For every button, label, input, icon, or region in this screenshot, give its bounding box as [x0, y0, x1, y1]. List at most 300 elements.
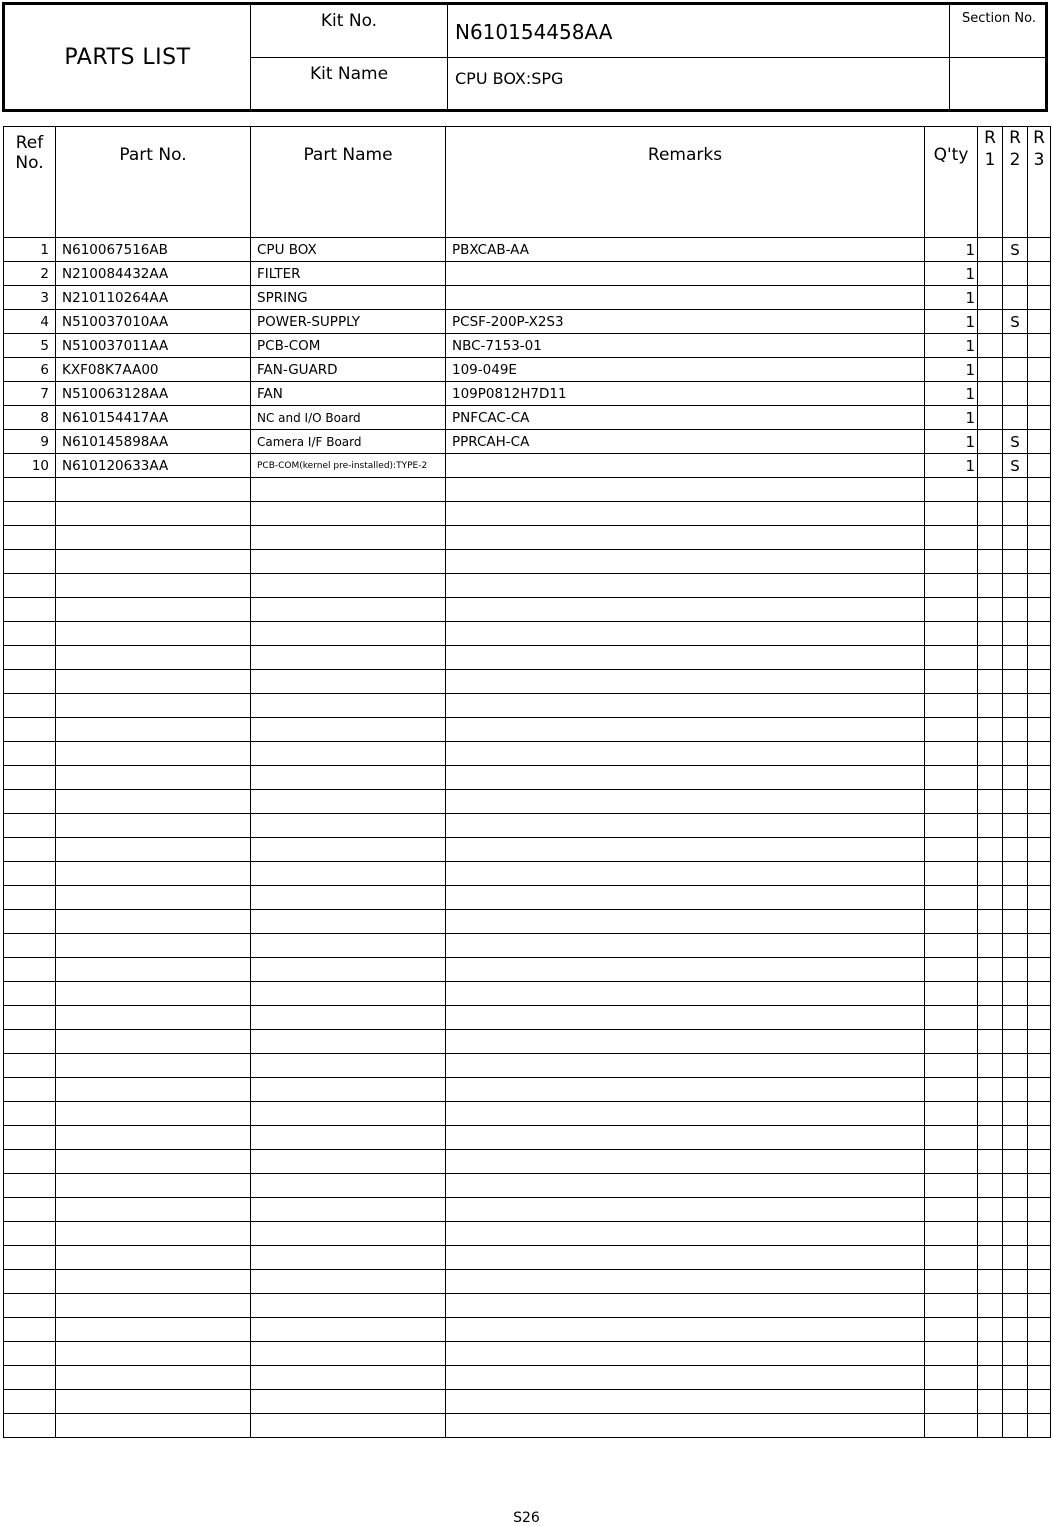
empty-cell: [1028, 1318, 1051, 1342]
cell-r3: [1028, 358, 1051, 382]
empty-cell: [925, 1270, 978, 1294]
parts-table-body: [4, 238, 1051, 1438]
empty-cell: [4, 1390, 56, 1414]
empty-cell: [1028, 526, 1051, 550]
empty-cell: [1028, 502, 1051, 526]
empty-cell: [56, 1174, 251, 1198]
empty-cell: [1028, 1030, 1051, 1054]
table-row: [4, 310, 1051, 334]
empty-cell: [1003, 1174, 1028, 1198]
empty-cell: [446, 1246, 925, 1270]
parts-table: [3, 126, 1051, 1438]
empty-cell: [56, 1414, 251, 1438]
empty-table-row: [4, 1414, 1051, 1438]
empty-cell: [56, 838, 251, 862]
cell-remarks: [446, 262, 925, 286]
kit-no-label: Kit No.: [320, 11, 378, 31]
kit-name-label: Kit Name: [309, 64, 389, 84]
empty-cell: [1003, 646, 1028, 670]
empty-cell: [446, 646, 925, 670]
empty-table-row: [4, 574, 1051, 598]
empty-table-row: [4, 1030, 1051, 1054]
empty-cell: [1028, 1054, 1051, 1078]
empty-cell: [251, 1294, 446, 1318]
col-header-remarks: Remarks: [446, 127, 925, 238]
empty-cell: [1003, 838, 1028, 862]
empty-cell: [1003, 718, 1028, 742]
empty-cell: [56, 1294, 251, 1318]
cell-r3: [1028, 238, 1051, 262]
cell-part-no: N610145898AA: [56, 430, 251, 454]
empty-cell: [4, 958, 56, 982]
empty-cell: [1003, 574, 1028, 598]
cell-remarks: [446, 286, 925, 310]
empty-cell: [1003, 1078, 1028, 1102]
cell-ref: 1: [4, 238, 56, 262]
cell-ref: 9: [4, 430, 56, 454]
col-header-r3-text: R 3: [1033, 128, 1045, 170]
empty-cell: [1028, 934, 1051, 958]
empty-cell: [56, 766, 251, 790]
empty-cell: [1003, 1150, 1028, 1174]
empty-cell: [251, 1390, 446, 1414]
empty-cell: [1003, 934, 1028, 958]
empty-cell: [1028, 1222, 1051, 1246]
empty-cell: [251, 910, 446, 934]
table-header-row: [4, 127, 1051, 238]
empty-cell: [1003, 670, 1028, 694]
empty-cell: [4, 862, 56, 886]
empty-cell: [1003, 886, 1028, 910]
empty-cell: [978, 1294, 1003, 1318]
empty-cell: [4, 838, 56, 862]
empty-cell: [4, 1246, 56, 1270]
empty-cell: [4, 622, 56, 646]
empty-cell: [978, 958, 1003, 982]
empty-cell: [446, 790, 925, 814]
empty-cell: [1028, 838, 1051, 862]
empty-cell: [4, 478, 56, 502]
empty-cell: [925, 526, 978, 550]
empty-cell: [978, 598, 1003, 622]
empty-cell: [251, 694, 446, 718]
empty-cell: [1003, 1030, 1028, 1054]
empty-cell: [446, 1318, 925, 1342]
empty-cell: [251, 1222, 446, 1246]
empty-cell: [1003, 502, 1028, 526]
table-row: [4, 406, 1051, 430]
table-row: [4, 262, 1051, 286]
empty-cell: [978, 478, 1003, 502]
empty-cell: [56, 670, 251, 694]
empty-cell: [4, 1318, 56, 1342]
empty-cell: [978, 982, 1003, 1006]
col-header-part-no: Part No.: [56, 127, 251, 238]
cell-r2: [1003, 382, 1028, 406]
empty-cell: [978, 838, 1003, 862]
empty-cell: [1003, 598, 1028, 622]
empty-cell: [446, 742, 925, 766]
empty-cell: [251, 502, 446, 526]
cell-ref: 8: [4, 406, 56, 430]
empty-cell: [56, 550, 251, 574]
empty-cell: [978, 1150, 1003, 1174]
empty-cell: [978, 646, 1003, 670]
cell-qty: 1: [925, 262, 978, 286]
empty-cell: [446, 502, 925, 526]
empty-cell: [251, 1342, 446, 1366]
empty-cell: [925, 478, 978, 502]
empty-cell: [4, 574, 56, 598]
empty-table-row: [4, 526, 1051, 550]
empty-cell: [925, 742, 978, 766]
cell-part-no: N610067516AB: [56, 238, 251, 262]
empty-cell: [56, 1198, 251, 1222]
cell-r3: [1028, 454, 1051, 478]
empty-cell: [56, 502, 251, 526]
empty-cell: [446, 670, 925, 694]
cell-remarks: 109-049E: [446, 358, 925, 382]
empty-table-row: [4, 766, 1051, 790]
empty-cell: [446, 958, 925, 982]
table-row: [4, 430, 1051, 454]
empty-cell: [446, 934, 925, 958]
empty-cell: [446, 1126, 925, 1150]
empty-cell: [925, 1246, 978, 1270]
empty-cell: [251, 742, 446, 766]
empty-cell: [925, 1414, 978, 1438]
empty-cell: [251, 1006, 446, 1030]
cell-r1: [978, 310, 1003, 334]
empty-cell: [1003, 478, 1028, 502]
empty-cell: [1003, 1414, 1028, 1438]
empty-cell: [56, 1318, 251, 1342]
cell-r3: [1028, 310, 1051, 334]
empty-cell: [446, 1222, 925, 1246]
col-header-r3: [1028, 127, 1051, 238]
empty-cell: [1003, 622, 1028, 646]
empty-cell: [4, 1078, 56, 1102]
empty-table-row: [4, 1294, 1051, 1318]
empty-cell: [925, 1030, 978, 1054]
cell-r1: [978, 334, 1003, 358]
empty-cell: [1003, 1198, 1028, 1222]
empty-cell: [4, 982, 56, 1006]
empty-cell: [978, 670, 1003, 694]
empty-cell: [1028, 574, 1051, 598]
col-header-part-name: Part Name: [251, 127, 446, 238]
cell-r2: [1003, 334, 1028, 358]
empty-table-row: [4, 910, 1051, 934]
empty-cell: [978, 1222, 1003, 1246]
empty-table-row: [4, 742, 1051, 766]
cell-part-name: SPRING: [251, 286, 446, 310]
empty-cell: [1028, 1390, 1051, 1414]
cell-part-name: Camera I/F Board: [251, 430, 446, 454]
cell-r2: S: [1003, 310, 1028, 334]
empty-cell: [1028, 718, 1051, 742]
empty-cell: [925, 1294, 978, 1318]
empty-cell: [1028, 886, 1051, 910]
empty-table-row: [4, 478, 1051, 502]
empty-cell: [1003, 1102, 1028, 1126]
empty-cell: [1028, 910, 1051, 934]
cell-r3: [1028, 286, 1051, 310]
empty-cell: [251, 1318, 446, 1342]
empty-cell: [925, 574, 978, 598]
empty-cell: [978, 934, 1003, 958]
empty-cell: [56, 934, 251, 958]
empty-cell: [4, 1150, 56, 1174]
empty-cell: [56, 742, 251, 766]
empty-cell: [1028, 1006, 1051, 1030]
empty-cell: [56, 1054, 251, 1078]
empty-cell: [4, 550, 56, 574]
empty-cell: [1028, 622, 1051, 646]
empty-table-row: [4, 694, 1051, 718]
empty-cell: [978, 1078, 1003, 1102]
cell-ref: 4: [4, 310, 56, 334]
cell-r1: [978, 406, 1003, 430]
empty-cell: [446, 1174, 925, 1198]
cell-qty: 1: [925, 454, 978, 478]
empty-cell: [978, 622, 1003, 646]
empty-cell: [925, 934, 978, 958]
empty-cell: [1003, 790, 1028, 814]
cell-remarks: PCSF-200P-X2S3: [446, 310, 925, 334]
empty-cell: [925, 1006, 978, 1030]
empty-table-row: [4, 718, 1051, 742]
empty-cell: [56, 1222, 251, 1246]
cell-part-no: N510063128AA: [56, 382, 251, 406]
empty-cell: [56, 862, 251, 886]
empty-cell: [446, 622, 925, 646]
table-row: [4, 286, 1051, 310]
cell-remarks: PNFCAC-CA: [446, 406, 925, 430]
empty-cell: [4, 1030, 56, 1054]
empty-cell: [446, 1390, 925, 1414]
empty-cell: [925, 1054, 978, 1078]
empty-cell: [978, 886, 1003, 910]
empty-cell: [56, 1390, 251, 1414]
cell-r3: [1028, 406, 1051, 430]
empty-table-row: [4, 1078, 1051, 1102]
cell-qty: 1: [925, 358, 978, 382]
empty-cell: [446, 1102, 925, 1126]
empty-table-row: [4, 1390, 1051, 1414]
empty-cell: [978, 694, 1003, 718]
empty-table-row: [4, 622, 1051, 646]
empty-cell: [446, 1342, 925, 1366]
empty-cell: [925, 1102, 978, 1126]
cell-qty: 1: [925, 334, 978, 358]
empty-cell: [1003, 694, 1028, 718]
empty-table-row: [4, 1150, 1051, 1174]
cell-r2: [1003, 286, 1028, 310]
parts-list-header: [2, 2, 1048, 112]
empty-cell: [1028, 1126, 1051, 1150]
cell-part-name: FAN: [251, 382, 446, 406]
empty-cell: [251, 1150, 446, 1174]
empty-cell: [978, 1270, 1003, 1294]
empty-cell: [978, 1126, 1003, 1150]
empty-cell: [251, 814, 446, 838]
cell-remarks: [446, 454, 925, 478]
empty-table-row: [4, 982, 1051, 1006]
empty-cell: [925, 1390, 978, 1414]
empty-cell: [4, 814, 56, 838]
table-row: [4, 382, 1051, 406]
empty-cell: [251, 598, 446, 622]
empty-cell: [446, 1414, 925, 1438]
empty-cell: [1028, 1294, 1051, 1318]
empty-cell: [446, 1078, 925, 1102]
empty-cell: [925, 886, 978, 910]
empty-cell: [251, 1126, 446, 1150]
empty-cell: [251, 1054, 446, 1078]
empty-cell: [1028, 1078, 1051, 1102]
empty-cell: [251, 958, 446, 982]
empty-cell: [1028, 958, 1051, 982]
empty-cell: [1028, 598, 1051, 622]
empty-cell: [925, 982, 978, 1006]
empty-cell: [251, 766, 446, 790]
document-title: PARTS LIST: [64, 44, 191, 70]
cell-qty: 1: [925, 238, 978, 262]
empty-cell: [446, 526, 925, 550]
empty-cell: [251, 478, 446, 502]
empty-cell: [1003, 1390, 1028, 1414]
empty-cell: [251, 1030, 446, 1054]
empty-table-row: [4, 1270, 1051, 1294]
empty-cell: [978, 1054, 1003, 1078]
empty-cell: [978, 526, 1003, 550]
empty-cell: [56, 1126, 251, 1150]
cell-r2: S: [1003, 430, 1028, 454]
empty-cell: [446, 1054, 925, 1078]
cell-remarks: NBC-7153-01: [446, 334, 925, 358]
empty-cell: [251, 838, 446, 862]
empty-cell: [1028, 1102, 1051, 1126]
cell-ref: 7: [4, 382, 56, 406]
empty-cell: [251, 1174, 446, 1198]
cell-part-name: POWER-SUPPLY: [251, 310, 446, 334]
empty-cell: [56, 1006, 251, 1030]
cell-part-name: PCB-COM: [251, 334, 446, 358]
empty-cell: [251, 574, 446, 598]
empty-cell: [251, 526, 446, 550]
empty-cell: [1003, 1054, 1028, 1078]
section-no-label: Section No.: [961, 11, 1036, 26]
empty-cell: [56, 886, 251, 910]
empty-cell: [4, 1270, 56, 1294]
empty-cell: [1028, 1414, 1051, 1438]
empty-cell: [251, 1414, 446, 1438]
cell-r3: [1028, 430, 1051, 454]
table-row: [4, 358, 1051, 382]
empty-cell: [446, 910, 925, 934]
cell-part-no: KXF08K7AA00: [56, 358, 251, 382]
empty-cell: [925, 1342, 978, 1366]
empty-cell: [56, 1342, 251, 1366]
cell-ref: 5: [4, 334, 56, 358]
empty-table-row: [4, 1102, 1051, 1126]
empty-cell: [1003, 814, 1028, 838]
empty-cell: [1028, 982, 1051, 1006]
cell-r1: [978, 286, 1003, 310]
col-header-r2: [1003, 127, 1028, 238]
cell-part-no: N210084432AA: [56, 262, 251, 286]
empty-cell: [56, 646, 251, 670]
empty-cell: [56, 1078, 251, 1102]
empty-cell: [4, 934, 56, 958]
empty-cell: [56, 1150, 251, 1174]
page-number: S26: [513, 1510, 540, 1526]
empty-cell: [446, 1366, 925, 1390]
cell-r2: [1003, 406, 1028, 430]
empty-cell: [978, 574, 1003, 598]
empty-cell: [251, 1270, 446, 1294]
empty-cell: [446, 694, 925, 718]
empty-cell: [446, 838, 925, 862]
empty-cell: [446, 718, 925, 742]
cell-qty: 1: [925, 430, 978, 454]
empty-cell: [978, 1390, 1003, 1414]
cell-remarks: 109P0812H7D11: [446, 382, 925, 406]
empty-cell: [925, 622, 978, 646]
empty-cell: [56, 790, 251, 814]
empty-cell: [251, 982, 446, 1006]
empty-cell: [1028, 550, 1051, 574]
cell-qty: 1: [925, 406, 978, 430]
empty-cell: [251, 646, 446, 670]
empty-cell: [1003, 1246, 1028, 1270]
empty-cell: [4, 1102, 56, 1126]
empty-cell: [1028, 742, 1051, 766]
empty-cell: [1003, 526, 1028, 550]
empty-cell: [4, 1294, 56, 1318]
empty-cell: [925, 1222, 978, 1246]
empty-cell: [1028, 814, 1051, 838]
empty-cell: [56, 1270, 251, 1294]
empty-cell: [1003, 1126, 1028, 1150]
cell-part-no: N510037011AA: [56, 334, 251, 358]
empty-cell: [925, 1078, 978, 1102]
col-header-ref-text: Ref No.: [15, 133, 44, 173]
cell-r3: [1028, 334, 1051, 358]
empty-cell: [4, 718, 56, 742]
empty-cell: [4, 1006, 56, 1030]
empty-cell: [4, 694, 56, 718]
empty-cell: [1003, 1366, 1028, 1390]
empty-cell: [1003, 550, 1028, 574]
empty-cell: [446, 1150, 925, 1174]
empty-table-row: [4, 1054, 1051, 1078]
empty-table-row: [4, 598, 1051, 622]
cell-part-name: PCB-COM(kernel pre-installed):TYPE-2: [251, 454, 446, 478]
empty-cell: [4, 670, 56, 694]
empty-cell: [1003, 742, 1028, 766]
cell-r3: [1028, 262, 1051, 286]
empty-cell: [1028, 1366, 1051, 1390]
cell-qty: 1: [925, 310, 978, 334]
empty-cell: [1003, 1294, 1028, 1318]
table-row: [4, 238, 1051, 262]
empty-cell: [978, 1414, 1003, 1438]
empty-cell: [1028, 1246, 1051, 1270]
empty-cell: [4, 598, 56, 622]
empty-cell: [925, 958, 978, 982]
